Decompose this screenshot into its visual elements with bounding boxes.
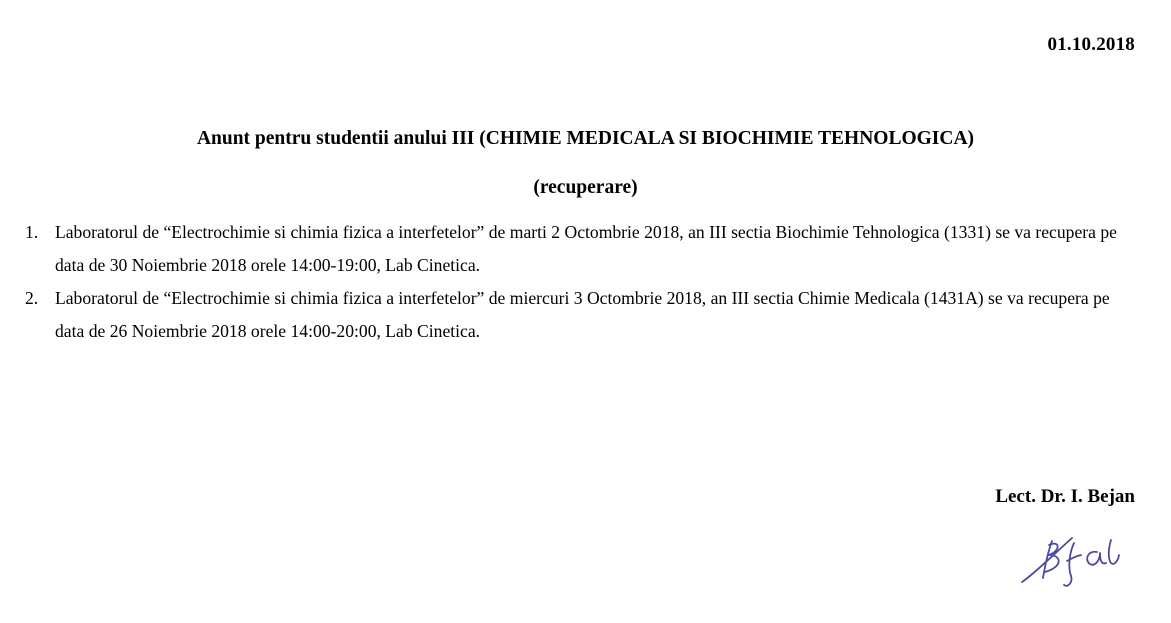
signature-handwriting — [1014, 528, 1124, 592]
list-item-text: Laboratorul de “Electrochimie si chimia fizica a interfetelor” de miercuri 3 Octombrie 2018, an III sectia Chimie Medicala (1431A) se va recupera pe data de 26 Noiembrie 2018 orele 14:00-20:00, Lab Cinetica. — [55, 288, 1110, 341]
announcement-title: Anunt pentru studentii anului III (CHIMIE MEDICALA SI BIOCHIMIE TEHNOLOGICA) — [196, 128, 975, 149]
signatory-name: Lect. Dr. I. Bejan — [995, 486, 1135, 507]
list-item-number: 2. — [25, 288, 39, 308]
announcement-list — [25, 216, 1120, 348]
list-item-number: 1. — [25, 222, 39, 242]
list-item — [25, 216, 1120, 282]
list-item — [25, 282, 1120, 348]
signature-ink-icon — [1014, 528, 1124, 592]
announcement-subtitle: (recuperare) — [533, 177, 638, 198]
list-item-text: Laboratorul de “Electrochimie si chimia fizica a interfetelor” de marti 2 Octombrie 2018, an III sectia Biochimie Tehnologica (1331) se va recupera pe data de 30 Noiembrie 2018 orele 14:00-19:00, Lab Cinetica. — [55, 222, 1117, 275]
date-text: 01.10.2018 — [1047, 34, 1135, 55]
